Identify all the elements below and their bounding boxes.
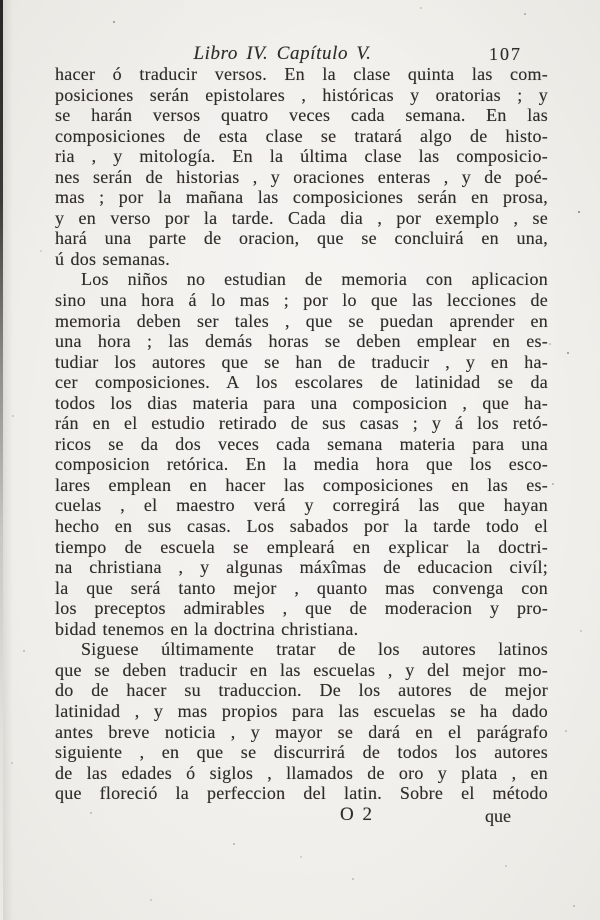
text-line: que se deben traducir en las escuelas , y del mejor mo- [55,659,548,680]
text-line: y en verso por la tarde. Cada dia , por exemplo , se [55,207,548,228]
text-line: que floreció la perfeccion del latin. Sobre el método [55,783,548,804]
text-line: Siguese últimamente tratar de los autores latinos [81,639,548,660]
catchword: que [485,806,511,826]
page-footer [55,804,548,828]
text-line: los preceptos admirables , que de moderacion y pro- [55,598,548,619]
text-line: una hora ; las demás horas se deben emplear en es- [55,331,548,352]
text-line: se harán versos quatro veces cada semana. En las [55,105,548,126]
text-line: memoria deben ser tales , que se puedan aprender en [55,310,548,331]
text-line: lares emplean en hacer las composiciones en las es- [55,474,548,495]
paragraph-1 [55,64,548,269]
text-line: composicion retórica. En la media hora que los esco- [55,454,548,475]
text-line: hecho en sus casas. Los sabados por la tarde todo el [55,516,548,537]
text-line: ú dos semanas. [55,248,170,269]
text-line: siguiente , en que se discurrirá de todos los autores [55,742,548,763]
text-line: todos los dias materia para una composicion , que ha- [55,392,548,413]
text-line: nes serán de historias , y oraciones enteras , y de poé- [55,166,548,187]
text-line: hará una parte de oracion, que se concluirá en una, [55,228,548,249]
text-line: Los niños no estudian de memoria con aplicacion [81,269,548,290]
text-line: cuelas , el maestro verá y corregirá las que hayan [55,495,548,516]
text-line: latinidad , y mas propios para las escuelas se ha dado [55,700,548,721]
text-line: ria , y mitología. En la última clase las composicio- [55,146,548,167]
scan-edge-gradient [3,0,13,920]
text-line: posiciones serán epistolares , históricas y oratorias ; y [55,84,548,105]
paragraph-2 [55,269,548,639]
text-line: composiciones de esta clase se tratará algo de histo- [55,125,548,146]
text-line: mas ; por la mañana las composiciones serán en prosa, [55,187,548,208]
running-title: Libro IV. Capítulo V. [193,43,372,64]
scan-speckles [0,0,2,2]
text-line: la que será tanto mejor , quanto mas convenga con [55,577,548,598]
text-line: bidad tenemos en la doctrina christiana. [55,618,359,639]
signature-mark: O 2 [340,804,374,825]
text-line: cer composiciones. A los escolares de latinidad se da [55,372,548,393]
text-line: de las edades ó siglos , llamados de oro y plata , en [55,762,548,783]
text-line: do de hacer su traduccion. De los autores de mejor [55,680,548,701]
text-line: hacer ó traducir versos. En la clase quinta las com- [55,64,548,84]
page-body-text [55,64,548,804]
text-line: sino una hora á lo mas ; por lo que las lecciones de [55,290,548,311]
text-line: tudiar los autores que se han de traducir , y en ha- [55,351,548,372]
text-line: antes breve noticia , y mayor se dará en el parágrafo [55,721,548,742]
text-line: rán en el estudio retirado de sus casas ; y á los retó- [55,413,548,434]
text-line: ricos se da dos veces cada semana materia para una [55,433,548,454]
paragraph-3 [55,639,548,803]
page-number: 107 [489,44,522,64]
text-line: tiempo de escuela se empleará en explicar la doctri- [55,536,548,557]
text-line: na christiana , y algunas máxîmas de educacion civíl; [55,557,548,578]
